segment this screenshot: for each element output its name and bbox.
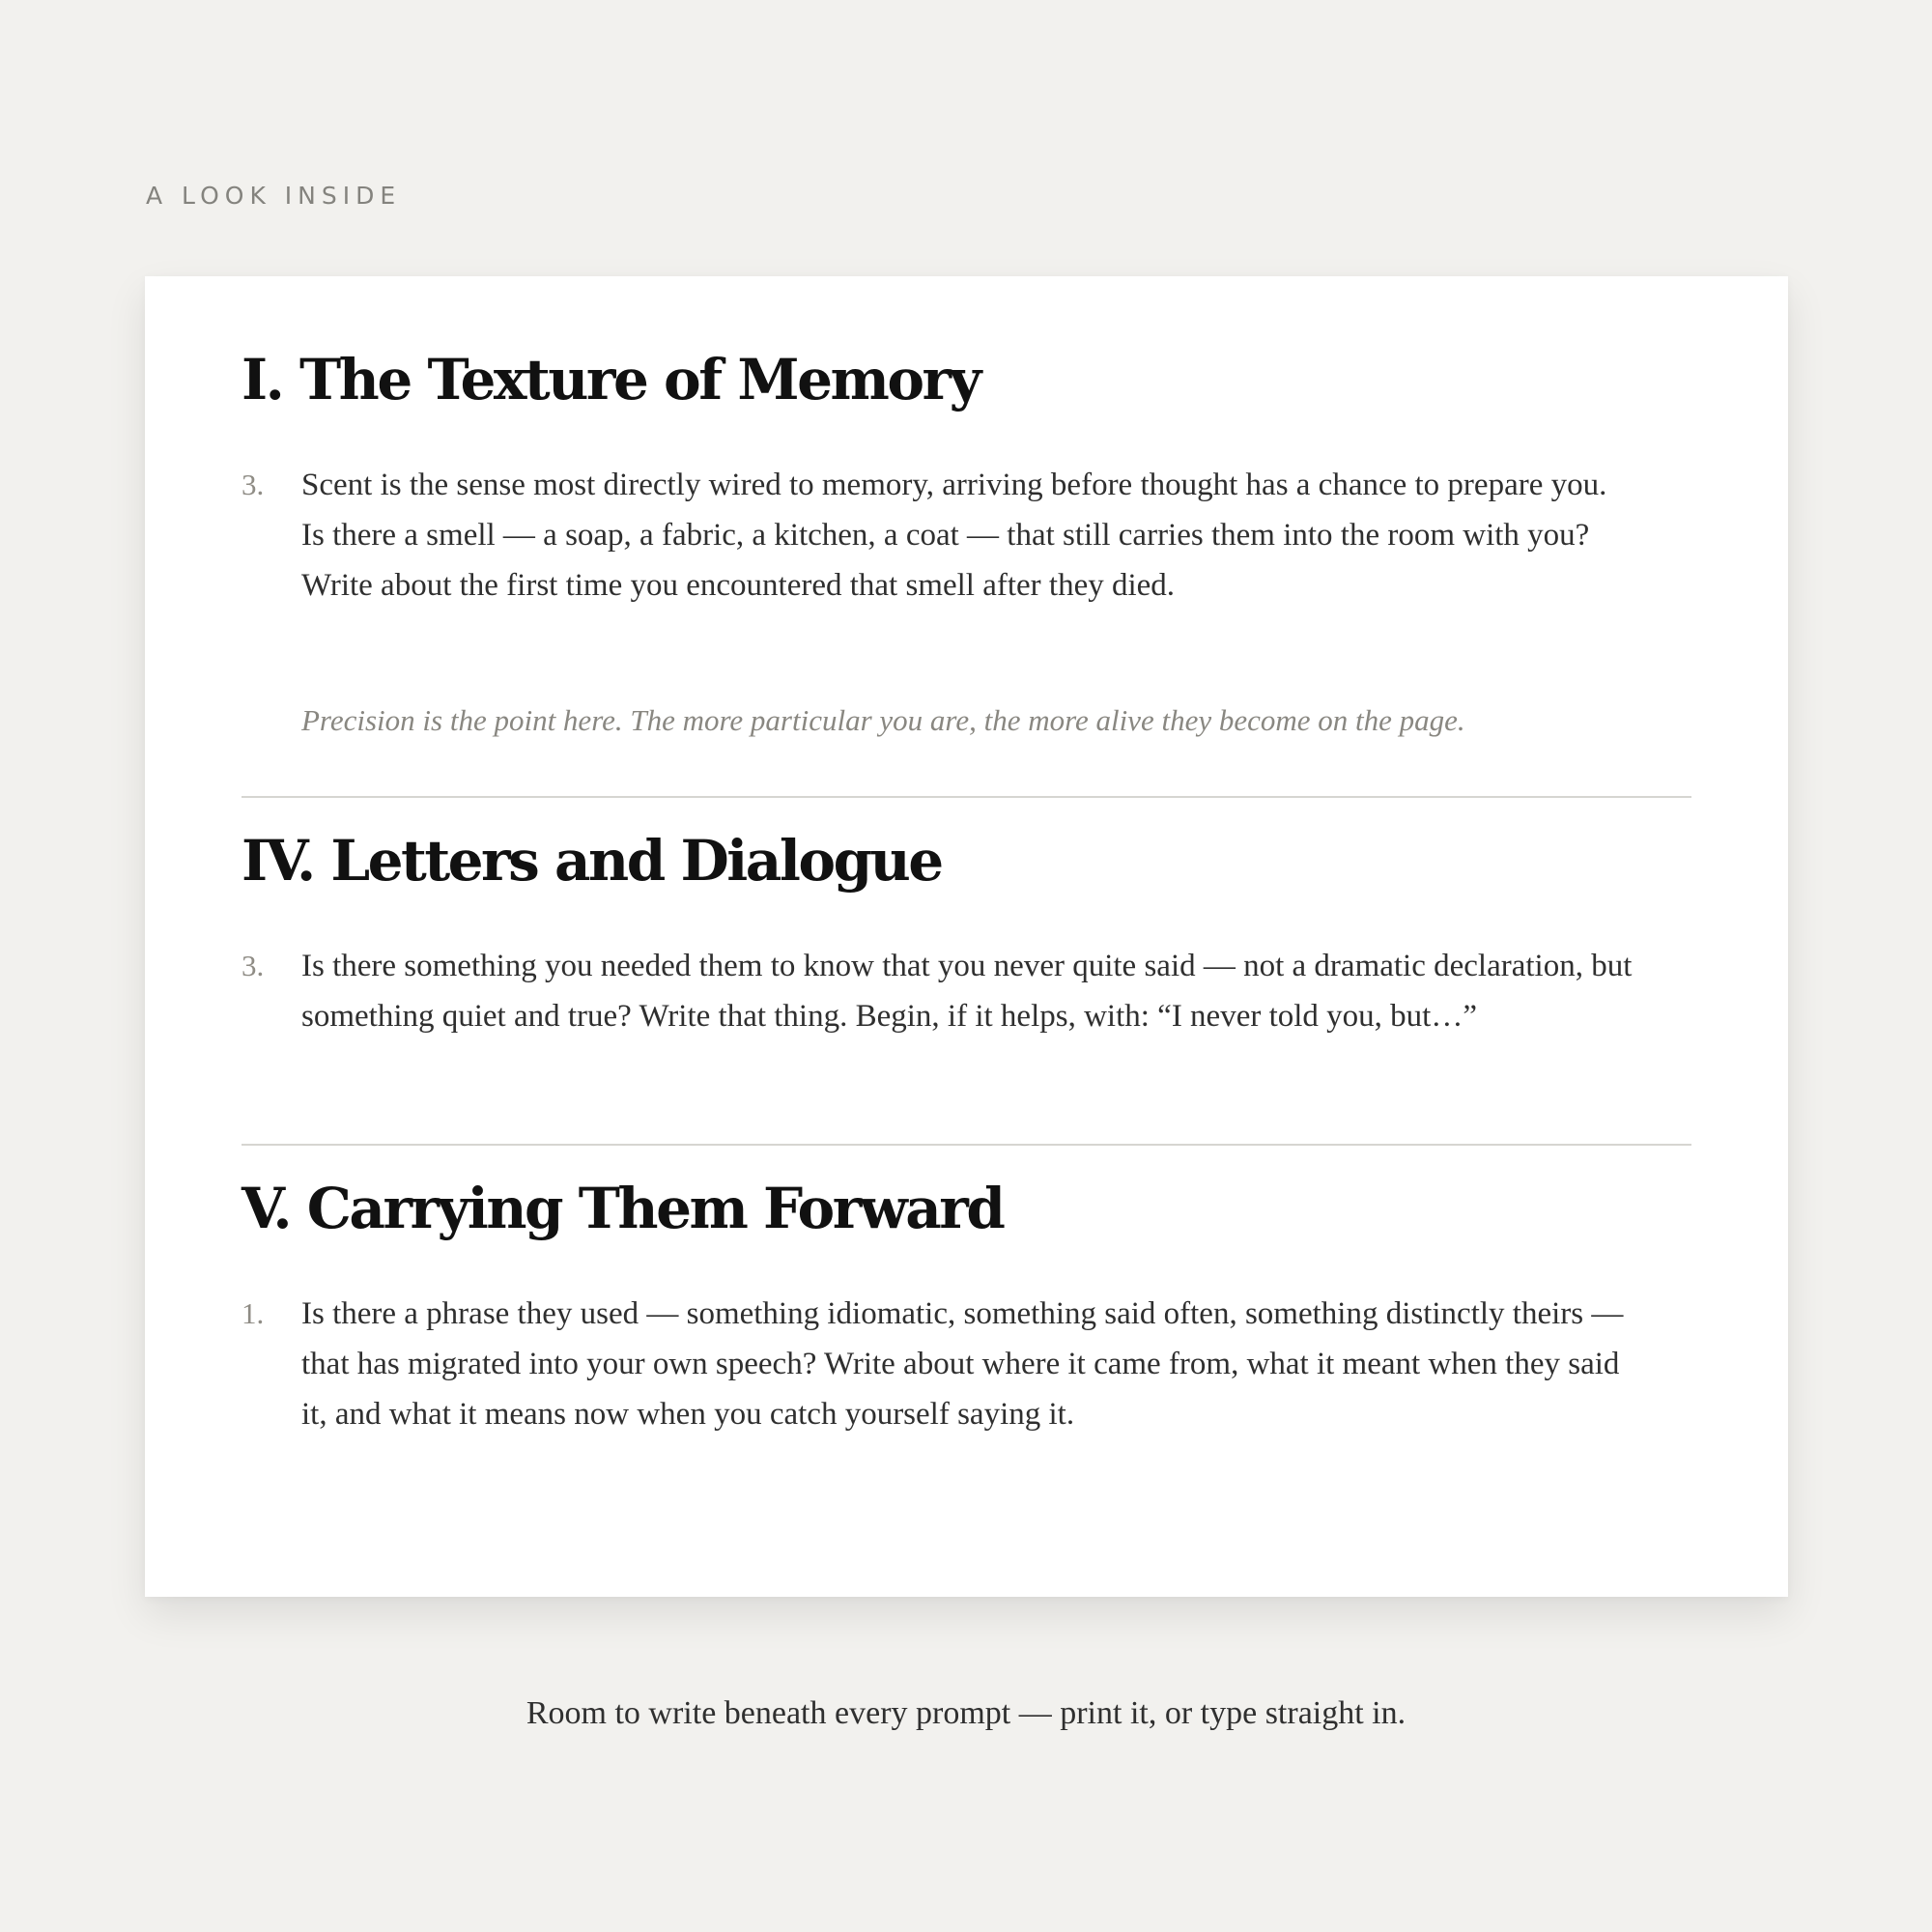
section-title: I. The Texture of Memory	[242, 347, 980, 412]
prompt-item	[242, 460, 1633, 611]
section-divider	[242, 796, 1691, 798]
prompt-text: Scent is the sense most directly wired to memory, arriving before thought has a chance to prepare you. Is there a smell — a soap, a fabric, a kitchen, a coat — that still carries them into the room with you? Write about the first time you encountered that smell after they died.	[301, 468, 1607, 603]
prompt-number: 1.	[242, 1296, 265, 1330]
prompt-number: 3.	[242, 949, 265, 982]
prompt-item	[242, 1289, 1633, 1439]
prompt-number: 3.	[242, 468, 265, 501]
prompt-text: Is there a phrase they used — something idiomatic, something said often, something distinctly theirs — that has migrated into your own speech? Write about where it came from, what it meant when they said it, and what it means now when you catch yourself saying it.	[301, 1296, 1624, 1432]
section-title: V. Carrying Them Forward	[242, 1176, 1004, 1241]
sample-page-card	[145, 276, 1788, 1597]
prompt-note: Precision is the point here. The more particular you are, the more alive they become on the page.	[301, 703, 1465, 737]
section-title: IV. Letters and Dialogue	[242, 828, 942, 894]
section-divider	[242, 1144, 1691, 1146]
prompt-text: Is there something you needed them to know that you never quite said — not a dramatic declaration, but something quiet and true? Write that thing. Begin, if it helps, with: “I never told you, but…”	[301, 949, 1633, 1034]
eyebrow-label: A LOOK INSIDE	[146, 182, 402, 210]
caption: Room to write beneath every prompt — print it, or type straight in.	[526, 1695, 1406, 1731]
prompt-item	[242, 941, 1633, 1041]
